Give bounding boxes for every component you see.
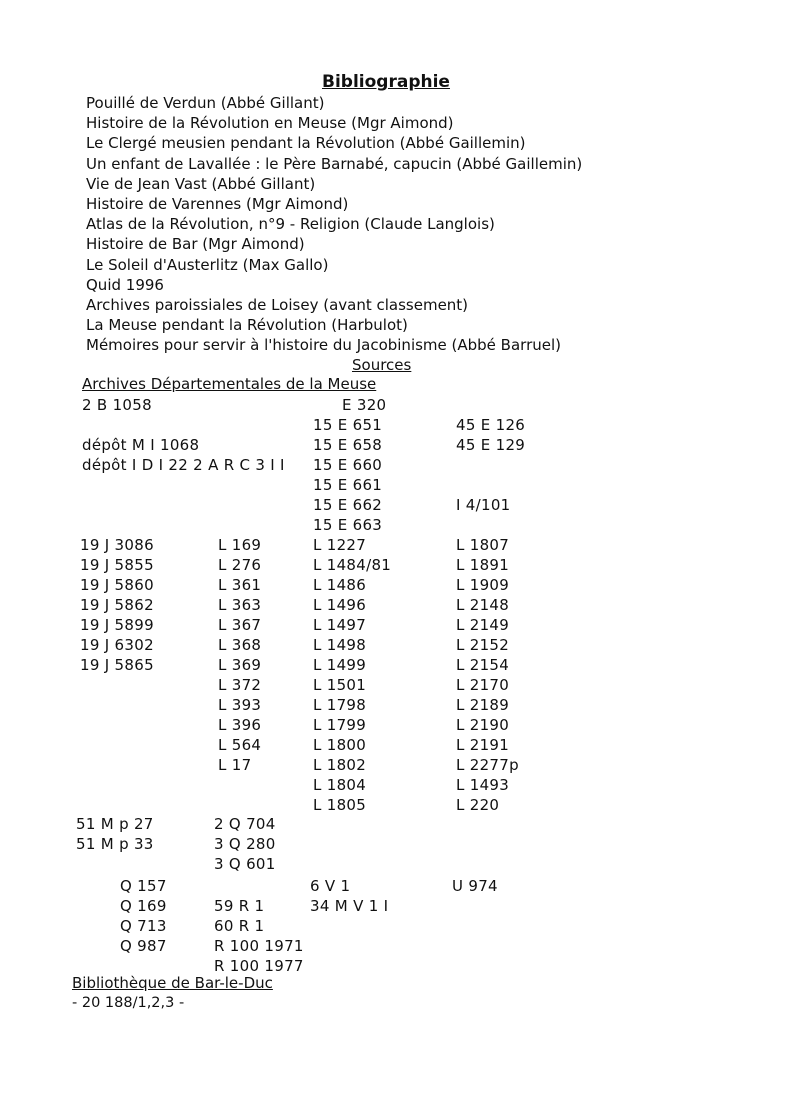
- archive-reference: I 4/101: [456, 496, 511, 514]
- archive-reference: 3 Q 601: [214, 855, 276, 873]
- archive-reference: 45 E 129: [456, 436, 526, 454]
- archive-reference: L 1909: [456, 576, 510, 594]
- archive-reference: 19 J 5865: [80, 656, 154, 674]
- archive-reference: Q 169: [120, 897, 167, 915]
- bibliography-entry: Archives paroissiales de Loisey (avant classement): [86, 296, 469, 315]
- archive-reference: L 17: [218, 756, 252, 774]
- bibliography-entry: Atlas de la Révolution, n°9 - Religion (Claude Langlois): [86, 215, 495, 234]
- archive-reference: L 2154: [456, 656, 510, 674]
- archive-reference: L 1891: [456, 556, 510, 574]
- archive-reference: dépôt I D I 22 2 A R C 3 I I: [82, 456, 285, 474]
- bibliography-entry: Histoire de la Révolution en Meuse (Mgr Aimond): [86, 114, 454, 133]
- archive-reference: L 1497: [313, 616, 367, 634]
- archive-reference: 19 J 5855: [80, 556, 154, 574]
- archive-reference: L 1807: [456, 536, 510, 554]
- page-title: Bibliographie: [322, 72, 450, 92]
- archive-reference: L 220: [456, 796, 500, 814]
- bibliography-entry: Le Soleil d'Austerlitz (Max Gallo): [86, 255, 329, 274]
- archive-reference: R 100 1977: [214, 957, 304, 975]
- archive-reference: 59 R 1: [214, 897, 265, 915]
- archive-reference: 19 J 6302: [80, 636, 154, 654]
- archive-reference: L 1486: [313, 576, 367, 594]
- archive-reference: Q 157: [120, 877, 167, 895]
- archive-reference: 19 J 5899: [80, 616, 154, 634]
- bibliography-entry: Histoire de Varennes (Mgr Aimond): [86, 195, 349, 214]
- archive-reference: L 1798: [313, 696, 367, 714]
- archive-reference: L 1800: [313, 736, 367, 754]
- archive-reference: L 372: [218, 676, 262, 694]
- archive-reference: 15 E 661: [313, 476, 383, 494]
- archive-reference: 3 Q 280: [214, 835, 276, 853]
- archive-reference: 51 M p 33: [76, 835, 154, 853]
- archive-reference: U 974: [452, 877, 498, 895]
- archive-reference: E 320: [342, 396, 387, 414]
- sources-heading: Sources: [352, 356, 412, 374]
- archive-reference: 51 M p 27: [76, 815, 154, 833]
- bibliography-entry: Le Clergé meusien pendant la Révolution (Abbé Gaillemin): [86, 134, 526, 153]
- bibliography-entry: Vie de Jean Vast (Abbé Gillant): [86, 174, 316, 193]
- page-footer: - 20 188/1,2,3 -: [72, 995, 185, 1011]
- library-heading: Bibliothèque de Bar-le-Duc: [72, 974, 273, 992]
- bibliography-entry: Mémoires pour servir à l'histoire du Jacobinisme (Abbé Barruel): [86, 336, 561, 355]
- archive-reference: 6 V 1: [310, 877, 351, 895]
- archive-reference: Q 713: [120, 917, 167, 935]
- archive-reference: L 369: [218, 656, 262, 674]
- archive-reference: L 368: [218, 636, 262, 654]
- archive-reference: L 1227: [313, 536, 367, 554]
- archive-reference: L 1484/81: [313, 556, 392, 574]
- archive-reference: L 1499: [313, 656, 367, 674]
- archive-reference: L 1804: [313, 776, 367, 794]
- archive-reference: Q 987: [120, 937, 167, 955]
- bibliography-entry: Quid 1996: [86, 275, 164, 294]
- archive-reference: 15 E 658: [313, 436, 383, 454]
- archive-reference: 45 E 126: [456, 416, 526, 434]
- archive-reference: dépôt M I 1068: [82, 436, 200, 454]
- archive-reference: 60 R 1: [214, 917, 265, 935]
- archive-reference: 15 E 660: [313, 456, 383, 474]
- archive-reference: L 1496: [313, 596, 367, 614]
- archive-reference: L 169: [218, 536, 262, 554]
- archive-reference: 19 J 5862: [80, 596, 154, 614]
- archive-reference: L 393: [218, 696, 262, 714]
- bibliography-list: [86, 93, 582, 356]
- bibliography-entry: Pouillé de Verdun (Abbé Gillant): [86, 94, 325, 112]
- archive-reference: 34 M V 1 I: [310, 897, 389, 915]
- archive-reference: L 1799: [313, 716, 367, 734]
- archive-reference: 19 J 3086: [80, 536, 154, 554]
- archive-reference: L 2190: [456, 716, 510, 734]
- archive-reference: L 2189: [456, 696, 510, 714]
- archive-reference: L 1501: [313, 676, 367, 694]
- archive-reference: L 2152: [456, 636, 510, 654]
- archive-reference: 15 E 663: [313, 516, 383, 534]
- archive-reference: 19 J 5860: [80, 576, 154, 594]
- archive-reference: L 2149: [456, 616, 510, 634]
- archive-reference: L 1802: [313, 756, 367, 774]
- archive-reference: L 1805: [313, 796, 367, 814]
- archives-heading: Archives Départementales de la Meuse: [82, 375, 377, 393]
- archive-reference: L 564: [218, 736, 262, 754]
- archive-reference: L 396: [218, 716, 262, 734]
- archive-reference: 2 Q 704: [214, 815, 276, 833]
- archive-reference: L 276: [218, 556, 262, 574]
- archive-reference: L 2191: [456, 736, 510, 754]
- archive-reference: L 1498: [313, 636, 367, 654]
- archive-reference: 15 E 651: [313, 416, 383, 434]
- archive-reference: L 2170: [456, 676, 510, 694]
- archive-reference: L 1493: [456, 776, 510, 794]
- archive-reference: L 361: [218, 576, 262, 594]
- archive-reference: L 2277p: [456, 756, 519, 774]
- archive-reference: L 363: [218, 596, 262, 614]
- archive-reference: R 100 1971: [214, 937, 304, 955]
- bibliography-entry: Histoire de Bar (Mgr Aimond): [86, 235, 305, 254]
- archive-reference: L 2148: [456, 596, 510, 614]
- archive-reference: 15 E 662: [313, 496, 383, 514]
- archive-reference: 2 B 1058: [82, 396, 152, 414]
- archive-reference: L 367: [218, 616, 262, 634]
- bibliography-entry: Un enfant de Lavallée : le Père Barnabé, capucin (Abbé Gaillemin): [86, 154, 583, 173]
- bibliography-entry: La Meuse pendant la Révolution (Harbulot): [86, 316, 408, 335]
